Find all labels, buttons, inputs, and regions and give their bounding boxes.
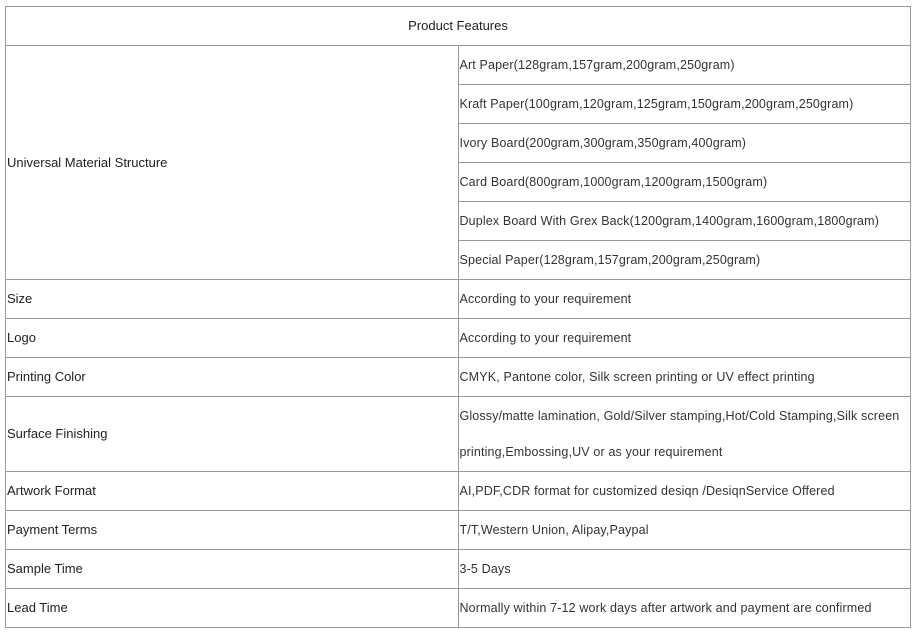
table-row-printing-color [6,358,911,397]
sample-time-value: 3-5 Days [458,550,911,589]
material-item: Special Paper(128gram,157gram,200gram,250gram) [458,241,911,280]
material-item: Kraft Paper(100gram,120gram,125gram,150gram,200gram,250gram) [458,85,911,124]
product-features-table-wrapper [5,6,911,628]
material-item: Art Paper(128gram,157gram,200gram,250gram) [458,46,911,85]
artwork-format-value: AI,PDF,CDR format for customized desiqn /DesiqnService Offered [458,472,911,511]
surface-finishing-value: Glossy/matte lamination, Gold/Silver stamping,Hot/Cold Stamping,Silk screen printing,Embossing,UV or as your requirement [458,397,911,472]
table-header: Product Features [6,7,911,46]
material-item: Duplex Board With Grex Back(1200gram,1400gram,1600gram,1800gram) [458,202,911,241]
material-item: Card Board(800gram,1000gram,1200gram,1500gram) [458,163,911,202]
table-row-sample-time [6,550,911,589]
table-row-logo [6,319,911,358]
surface-finishing-label: Surface Finishing [6,397,459,472]
lead-time-label: Lead Time [6,589,459,628]
table-row-payment-terms [6,511,911,550]
sample-time-label: Sample Time [6,550,459,589]
artwork-format-label: Artwork Format [6,472,459,511]
logo-label: Logo [6,319,459,358]
logo-value: According to your requirement [458,319,911,358]
lead-time-value: Normally within 7-12 work days after artwork and payment are confirmed [458,589,911,628]
size-value: According to your requirement [458,280,911,319]
table-header-row [6,7,911,46]
material-structure-label: Universal Material Structure [6,46,459,280]
product-features-table [5,6,911,628]
payment-terms-value: T/T,Western Union, Alipay,Paypal [458,511,911,550]
printing-color-label: Printing Color [6,358,459,397]
table-row-lead-time [6,589,911,628]
printing-color-value: CMYK, Pantone color, Silk screen printing or UV effect printing [458,358,911,397]
material-item: Ivory Board(200gram,300gram,350gram,400gram) [458,124,911,163]
table-row-material-0 [6,46,911,85]
table-row-artwork-format [6,472,911,511]
table-row-surface-finishing [6,397,911,472]
size-label: Size [6,280,459,319]
table-row-size [6,280,911,319]
payment-terms-label: Payment Terms [6,511,459,550]
